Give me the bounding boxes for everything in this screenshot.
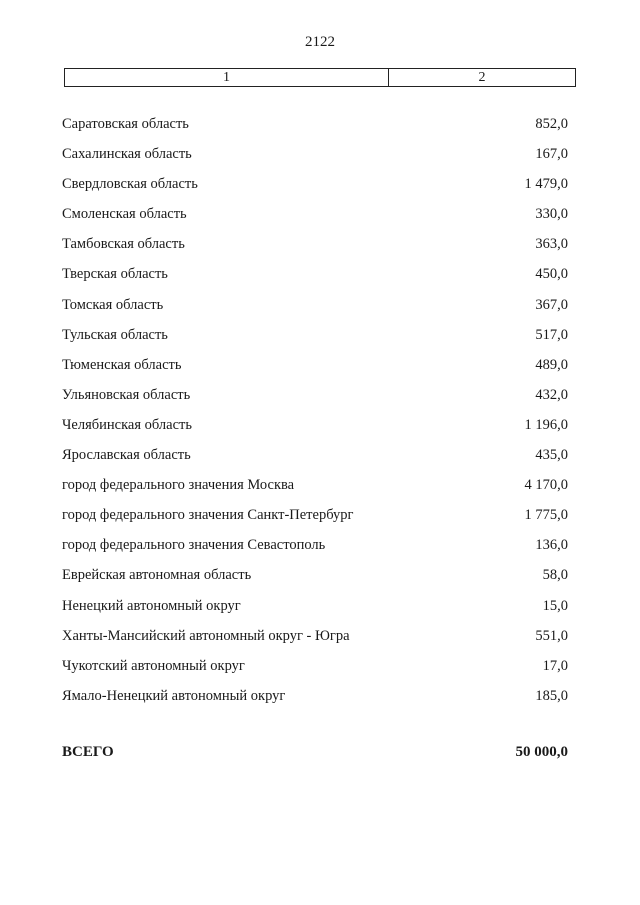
table-row — [0, 414, 640, 444]
region-name: Тамбовская область — [62, 236, 185, 253]
region-amount: 1 775,0 — [524, 507, 568, 524]
region-name: Тюменская область — [62, 356, 182, 373]
region-name: Тульская область — [62, 326, 168, 343]
table-row — [0, 294, 640, 324]
table-row — [0, 504, 640, 534]
column-header-row — [64, 68, 576, 87]
column-header-1: 1 — [65, 69, 389, 86]
region-amount: 4 170,0 — [524, 477, 568, 494]
table-row — [0, 625, 640, 655]
table-row — [0, 444, 640, 474]
region-amount: 330,0 — [535, 206, 568, 223]
region-amount: 852,0 — [535, 116, 568, 132]
region-amount: 17,0 — [542, 657, 568, 674]
table-row — [0, 685, 640, 715]
region-name: Томская область — [62, 296, 164, 313]
table-row — [0, 534, 640, 564]
region-name: Сахалинская область — [62, 146, 192, 163]
region-name: город федерального значения Санкт-Петербург — [62, 507, 354, 524]
region-name: Еврейская автономная область — [62, 567, 252, 584]
region-amount: 58,0 — [542, 567, 568, 584]
region-amount: 167,0 — [535, 146, 568, 163]
region-amount: 1 479,0 — [524, 176, 568, 193]
region-name: Ненецкий автономный округ — [62, 597, 241, 614]
table-row — [0, 143, 640, 173]
region-name: Ханты-Мансийский автономный округ - Югра — [62, 627, 350, 644]
table-row — [0, 564, 640, 594]
region-amount: 489,0 — [535, 356, 568, 373]
region-amount: 185,0 — [535, 687, 568, 704]
total-row — [0, 742, 640, 766]
region-name: Ульяновская область — [62, 386, 191, 403]
region-amount: 435,0 — [535, 447, 568, 464]
region-name: город федерального значения Москва — [62, 477, 295, 494]
region-name: Тверская область — [62, 266, 168, 283]
total-label: ВСЕГО — [62, 744, 114, 760]
region-name: Ярославская область — [62, 447, 191, 464]
total-amount: 50 000,0 — [515, 744, 568, 760]
region-amount: 15,0 — [542, 597, 568, 614]
table-row — [0, 173, 640, 203]
region-name: Чукотский автономный округ — [62, 657, 245, 674]
table-row — [0, 595, 640, 625]
region-amount: 450,0 — [535, 266, 568, 283]
region-amount: 367,0 — [535, 296, 568, 313]
table-row — [0, 354, 640, 384]
table-row — [0, 384, 640, 414]
table-row — [0, 474, 640, 504]
table-row — [0, 655, 640, 685]
table-row — [0, 263, 640, 293]
table-row — [0, 113, 640, 143]
region-amount: 136,0 — [535, 537, 568, 554]
region-name: Свердловская область — [62, 176, 198, 193]
table-row — [0, 203, 640, 233]
region-name: город федерального значения Севастополь — [62, 537, 326, 554]
region-name: Челябинская область — [62, 416, 192, 433]
region-name: Смоленская область — [62, 206, 187, 223]
table-row — [0, 324, 640, 354]
allocation-table-body — [0, 113, 640, 715]
region-amount: 517,0 — [535, 326, 568, 343]
region-amount: 363,0 — [535, 236, 568, 253]
region-amount: 432,0 — [535, 386, 568, 403]
page-number: 2122 — [305, 34, 335, 50]
column-header-2: 2 — [478, 70, 486, 85]
region-name: Ямало-Ненецкий автономный округ — [62, 687, 286, 704]
table-row — [0, 233, 640, 263]
region-name: Саратовская область — [62, 116, 189, 132]
region-amount: 551,0 — [535, 627, 568, 644]
region-amount: 1 196,0 — [524, 416, 568, 433]
